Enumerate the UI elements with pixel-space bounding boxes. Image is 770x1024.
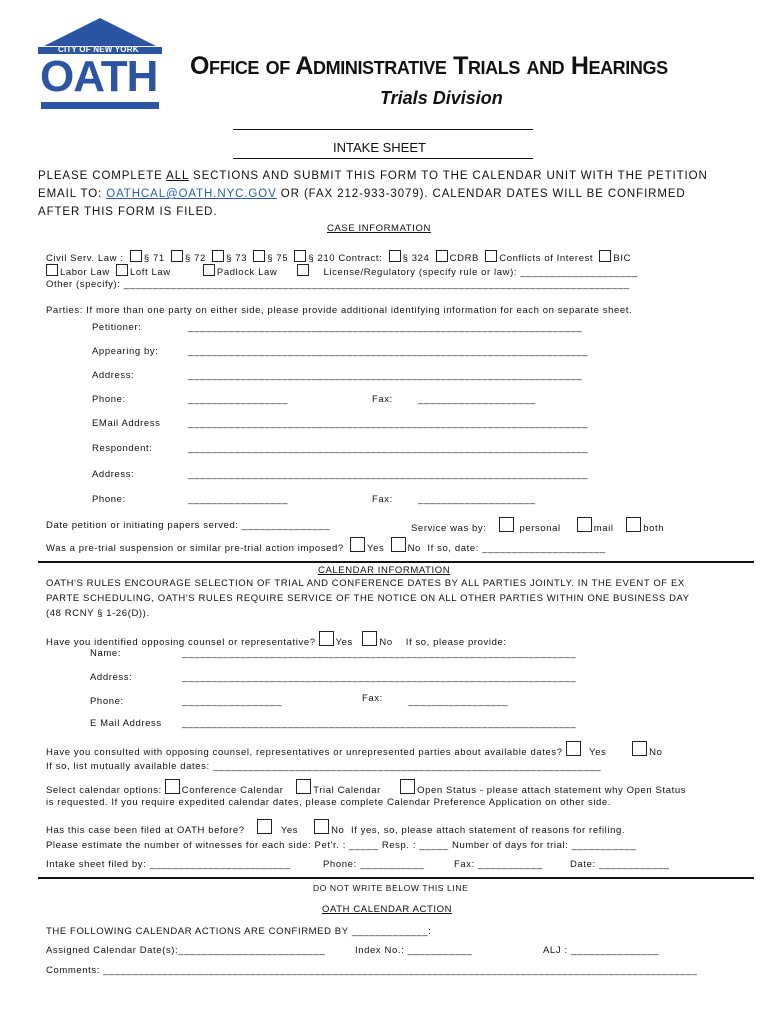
conflicts-checkbox[interactable] [485, 250, 497, 262]
counsel-phone-field[interactable]: _________________ [182, 696, 283, 707]
filed-before-no-checkbox[interactable] [314, 819, 329, 834]
pretrial-yes-checkbox[interactable] [350, 537, 365, 552]
filed-before-yes-checkbox[interactable] [257, 819, 272, 834]
consulted-row: Have you consulted with opposing counsel, representatives or unrepresented parties about available dates? Yes No [46, 741, 663, 758]
witnesses-row[interactable]: Please estimate the number of witnesses for each side: Pet'r. : _____ Resp. : _____ Number of days for trial: ___________ [46, 840, 637, 851]
division-subtitle: Trials Division [380, 88, 503, 108]
filed-by-date[interactable]: Date: ____________ [570, 859, 670, 870]
identified-row: Have you identified opposing counsel or representative? Yes No If so, please provide: [46, 631, 507, 648]
identified-yes-checkbox[interactable] [319, 631, 334, 646]
filed-by-phone[interactable]: Phone: ___________ [323, 859, 425, 870]
calendar-info-heading: CALENDAR INFORMATION [318, 565, 451, 576]
personal-checkbox[interactable] [499, 517, 514, 532]
labor-law-checkbox[interactable] [46, 264, 58, 276]
s72-checkbox[interactable] [171, 250, 183, 262]
logo-oath-text: OATH [40, 52, 158, 101]
respondent-phone-label: Phone: [92, 494, 126, 505]
counsel-email-field[interactable]: ___________________________________________________________________ [182, 718, 577, 729]
alj-field[interactable]: ALJ : _______________ [543, 945, 660, 956]
section-divider-1 [38, 561, 754, 563]
counsel-fax-field[interactable]: _________________ [408, 696, 509, 707]
rules-line-3: (48 RCNY § 1-26(D)). [46, 608, 150, 619]
counsel-address-label: Address: [90, 672, 133, 683]
s324-checkbox[interactable] [389, 250, 401, 262]
s210-checkbox[interactable] [294, 250, 306, 262]
bic-checkbox[interactable] [599, 250, 611, 262]
respondent-label: Respondent: [92, 443, 153, 454]
assigned-dates-field[interactable]: Assigned Calendar Date(s):_________________________ [46, 945, 326, 956]
petitioner-phone-label: Phone: [92, 394, 126, 405]
s73-checkbox[interactable] [212, 250, 224, 262]
expedited-note: is requested. If you require expedited calendar dates, please complete Calendar Preference Application on other side. [46, 797, 612, 808]
conference-calendar-checkbox[interactable] [165, 779, 180, 794]
counsel-name-field[interactable]: ___________________________________________________________________ [182, 648, 577, 659]
respondent-fax-label: Fax: [372, 494, 393, 505]
identified-no-checkbox[interactable] [362, 631, 377, 646]
filed-before-row: Has this case been filed at OATH before? Yes No If yes, so, please attach statement of reasons for refiling. [46, 819, 625, 836]
pretrial-no-checkbox[interactable] [391, 537, 406, 552]
padlock-law-checkbox[interactable] [203, 264, 215, 276]
form-title: INTAKE SHEET [333, 140, 426, 155]
petitioner-phone-field[interactable]: _________________ [188, 394, 289, 405]
respondent-field[interactable]: ____________________________________________________________________ [188, 443, 589, 454]
appearing-label: Appearing by: [92, 346, 159, 357]
oath-calendar-action-heading: OATH CALENDAR ACTION [322, 904, 453, 915]
petitioner-email-field[interactable]: ____________________________________________________________________ [188, 418, 589, 429]
title-rule-top [233, 129, 533, 130]
petitioner-label: Petitioner: [92, 322, 142, 333]
section-divider-2 [38, 877, 754, 879]
counsel-fax-label: Fax: [362, 693, 383, 704]
petitioner-address-label: Address: [92, 370, 135, 381]
law-row: Labor Law Loft Law Padlock Law License/Regulatory (specify rule or law): ____________________ [46, 264, 638, 278]
list-dates-row[interactable]: If so, list mutually available dates: __________________________________________________________________ [46, 761, 602, 772]
pretrial-row: Was a pre-trial suspension or similar pre-trial action imposed? Yes No If so, date: _____________________ [46, 537, 606, 554]
other-specify[interactable]: Other (specify): ______________________________________________________________________________________ [46, 279, 630, 290]
s71-checkbox[interactable] [130, 250, 142, 262]
both-checkbox[interactable] [626, 517, 641, 532]
petitioner-field[interactable]: ___________________________________________________________________ [188, 322, 583, 333]
appearing-field[interactable]: ____________________________________________________________________ [188, 346, 589, 357]
calendar-options-row: Select calendar options: Conference Calendar Trial Calendar Open Status - please attach statement why Open Status [46, 779, 686, 796]
rules-line-1: OATH'S RULES ENCOURAGE SELECTION OF TRIAL AND CONFERENCE DATES BY ALL PARTIES JOINTLY. IN THE EVENT OF EX [46, 578, 685, 589]
index-no-field[interactable]: Index No.: ___________ [355, 945, 473, 956]
intro-line-1: PLEASE COMPLETE ALL SECTIONS AND SUBMIT THIS FORM TO THE CALENDAR UNIT WITH THE PETITION [38, 170, 708, 182]
filed-by-field[interactable]: Intake sheet filed by: ________________________ [46, 859, 291, 870]
service-row: Service was by: personal mail both [411, 517, 664, 534]
respondent-address-field[interactable]: ____________________________________________________________________ [188, 469, 589, 480]
petitioner-email-label: EMail Address [92, 418, 161, 429]
calendar-email-link[interactable]: OATHCAL@OATH.NYC.GOV [106, 188, 277, 200]
counsel-email-label: E Mail Address [90, 718, 162, 729]
date-served-row[interactable]: Date petition or initiating papers served: _______________ [46, 520, 331, 531]
trial-calendar-checkbox[interactable] [296, 779, 311, 794]
respondent-address-label: Address: [92, 469, 135, 480]
consulted-no-checkbox[interactable] [632, 741, 647, 756]
petitioner-fax-label: Fax: [372, 394, 393, 405]
do-not-write-label: DO NOT WRITE BELOW THIS LINE [313, 883, 469, 893]
case-info-heading: CASE INFORMATION [327, 223, 431, 234]
counsel-phone-label: Phone: [90, 696, 124, 707]
counsel-name-label: Name: [90, 648, 121, 659]
parties-note: Parties: If more than one party on either side, please provide additional identifying information for each on separate sheet. [46, 305, 633, 316]
mail-checkbox[interactable] [577, 517, 592, 532]
comments-field[interactable]: Comments: _____________________________________________________________________________________________________ [46, 965, 698, 976]
civil-serv-row: Civil Serv. Law : § 71 § 72 § 73 § 75 § 210 Contract: § 324 CDRB Conflicts of Interest BIC [46, 250, 631, 264]
office-title: Office of Administrative Trials and Hearings [190, 52, 668, 80]
counsel-address-field[interactable]: ___________________________________________________________________ [182, 672, 577, 683]
consulted-yes-checkbox[interactable] [566, 741, 581, 756]
open-status-checkbox[interactable] [400, 779, 415, 794]
respondent-phone-field[interactable]: _________________ [188, 494, 289, 505]
petitioner-address-field[interactable]: ___________________________________________________________________ [188, 370, 583, 381]
s75-checkbox[interactable] [253, 250, 265, 262]
intro-line-2: EMAIL TO: OATHCAL@OATH.NYC.GOV OR (FAX 212-933-3079). CALENDAR DATES WILL BE CONFIRMED [38, 188, 686, 200]
confirmed-by-row[interactable]: THE FOLLOWING CALENDAR ACTIONS ARE CONFIRMED BY _____________: [46, 926, 432, 937]
oath-logo [38, 18, 162, 112]
cdrb-checkbox[interactable] [436, 250, 448, 262]
logo-city-label: CITY OF NEW YORK [58, 45, 139, 54]
respondent-fax-field[interactable]: ____________________ [418, 494, 536, 505]
license-checkbox[interactable] [297, 264, 309, 276]
filed-by-fax[interactable]: Fax: ___________ [454, 859, 543, 870]
rules-line-2: PARTE SCHEDULING, OATH'S RULES REQUIRE SERVICE OF THE NOTICE ON ALL OTHER PARTIES WITHIN ONE BUSINESS DAY [46, 593, 690, 604]
petitioner-fax-field[interactable]: ____________________ [418, 394, 536, 405]
title-rule-bottom [233, 158, 533, 159]
intro-line-3: AFTER THIS FORM IS FILED. [38, 206, 218, 218]
loft-law-checkbox[interactable] [116, 264, 128, 276]
